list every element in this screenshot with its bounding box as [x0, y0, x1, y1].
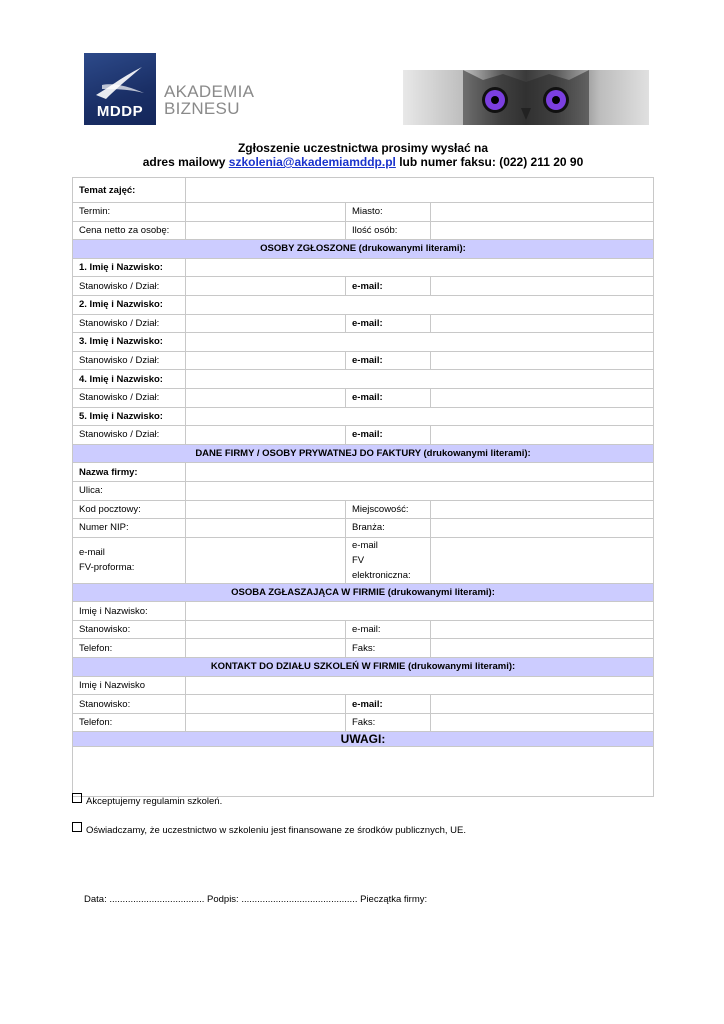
participant-3-position-field[interactable]	[186, 351, 346, 370]
contact-position-label: Stanowisko:	[73, 695, 186, 714]
count-label: Ilość osób:	[346, 221, 431, 240]
participant-2-email-field[interactable]	[431, 314, 654, 333]
price-label: Cena netto za osobę:	[73, 221, 186, 240]
participant-5-position-field[interactable]	[186, 426, 346, 445]
reporter-phone-label: Telefon:	[73, 639, 186, 658]
postal-field[interactable]	[186, 500, 346, 519]
participant-3-name-field[interactable]	[186, 333, 654, 352]
reporter-section-header: OSOBA ZGŁASZAJĄCA W FIRMIE (drukowanymi literami):	[73, 583, 654, 602]
registration-form	[72, 177, 654, 797]
electronic-label	[346, 537, 431, 583]
city-field[interactable]	[431, 203, 654, 222]
electronic-field[interactable]	[431, 537, 654, 583]
owl-banner-image	[403, 70, 649, 125]
participant-2-name-field[interactable]	[186, 295, 654, 314]
place-field[interactable]	[431, 500, 654, 519]
header-prefix: adres mailowy	[142, 155, 229, 169]
logo-line-2: BIZNESU	[164, 99, 240, 118]
proforma-text: FV-proforma:	[79, 562, 135, 574]
reporter-email-label: e-mail:	[346, 620, 431, 639]
reporter-email-field[interactable]	[431, 620, 654, 639]
rules-label: Akceptujemy regulamin szkoleń.	[86, 796, 223, 807]
street-label: Ulica:	[73, 481, 186, 500]
participant-1-email-label: e-mail:	[346, 277, 431, 296]
date-field[interactable]	[186, 203, 346, 222]
contact-name-label: Imię i Nazwisko	[73, 676, 186, 695]
participant-3-name-label: 3. Imię i Nazwisko:	[73, 333, 186, 352]
electronic-text: FV elektroniczna:	[352, 554, 411, 581]
participant-3-email-field[interactable]	[431, 351, 654, 370]
remarks-section-header: UWAGI:	[73, 732, 654, 747]
participant-2-position-label: Stanowisko / Dział:	[73, 314, 186, 333]
logo-line-1: AKADEMIA	[164, 82, 255, 101]
date-label: Termin:	[73, 203, 186, 222]
header-line-2	[72, 155, 654, 169]
reporter-name-label: Imię i Nazwisko:	[73, 602, 186, 621]
proforma-field[interactable]	[186, 537, 346, 583]
public-funds-checkbox[interactable]	[72, 822, 82, 832]
electronic-email-text: e-mail	[352, 539, 378, 551]
contact-name-field[interactable]	[186, 676, 654, 695]
participant-1-position-field[interactable]	[186, 277, 346, 296]
nip-label: Numer NIP:	[73, 519, 186, 538]
participants-section-header: OSOBY ZGŁOSZONE (drukowanymi literami):	[73, 240, 654, 259]
contact-fax-field[interactable]	[431, 713, 654, 732]
city-label: Miasto:	[346, 203, 431, 222]
participant-3-email-label: e-mail:	[346, 351, 431, 370]
topic-field[interactable]	[186, 178, 654, 203]
participant-1-name-label: 1. Imię i Nazwisko:	[73, 258, 186, 277]
email-link[interactable]: szkolenia@akademiamddp.pl	[228, 155, 396, 169]
proforma-label	[73, 537, 186, 583]
industry-field[interactable]	[431, 519, 654, 538]
reporter-name-field[interactable]	[186, 602, 654, 621]
contact-email-field[interactable]	[431, 695, 654, 714]
participant-4-email-label: e-mail:	[346, 388, 431, 407]
participant-5-position-label: Stanowisko / Dział:	[73, 426, 186, 445]
mddp-logo	[84, 53, 156, 125]
contact-phone-field[interactable]	[186, 713, 346, 732]
participant-2-email-label: e-mail:	[346, 314, 431, 333]
reporter-phone-field[interactable]	[186, 639, 346, 658]
company-field[interactable]	[186, 463, 654, 482]
participant-5-name-field[interactable]	[186, 407, 654, 426]
contact-phone-label: Telefon:	[73, 713, 186, 732]
proforma-email-text: e-mail	[79, 547, 105, 559]
participant-1-email-field[interactable]	[431, 277, 654, 296]
logo-wordmark	[164, 83, 254, 117]
price-field[interactable]	[186, 221, 346, 240]
training-contact-section-header: KONTAKT DO DZIAŁU SZKOLEŃ W FIRMIE (drukowanymi literami):	[73, 658, 654, 677]
reporter-fax-field[interactable]	[431, 639, 654, 658]
participant-2-position-field[interactable]	[186, 314, 346, 333]
nip-field[interactable]	[186, 519, 346, 538]
participant-1-name-field[interactable]	[186, 258, 654, 277]
street-field[interactable]	[186, 481, 654, 500]
contact-position-field[interactable]	[186, 695, 346, 714]
count-field[interactable]	[431, 221, 654, 240]
signature-line: Data: .................................... Podpis: ............................................ Pieczątka firmy:	[84, 894, 428, 905]
reporter-fax-label: Faks:	[346, 639, 431, 658]
invoice-section-header: DANE FIRMY / OSOBY PRYWATNEJ DO FAKTURY (drukowanymi literami):	[73, 444, 654, 463]
contact-email-label: e-mail:	[346, 695, 431, 714]
public-funds-checkbox-row	[72, 825, 466, 836]
topic-label: Temat zajęć:	[73, 178, 186, 203]
place-label: Miejscowość:	[346, 500, 431, 519]
industry-label: Branża:	[346, 519, 431, 538]
header-line-1: Zgłoszenie uczestnictwa prosimy wysłać na	[237, 141, 489, 155]
remarks-field[interactable]	[73, 747, 654, 797]
public-funds-label: Oświadczamy, że uczestnictwo w szkoleniu jest finansowane ze środków publicznych, UE.	[86, 825, 466, 836]
participant-4-name-label: 4. Imię i Nazwisko:	[73, 370, 186, 389]
participant-1-position-label: Stanowisko / Dział:	[73, 277, 186, 296]
contact-fax-label: Faks:	[346, 713, 431, 732]
rules-checkbox-row	[72, 796, 222, 807]
logo-badge-text: MDDP	[96, 103, 144, 120]
rules-checkbox[interactable]	[72, 793, 82, 803]
participant-5-name-label: 5. Imię i Nazwisko:	[73, 407, 186, 426]
swoosh-icon	[92, 65, 148, 101]
participant-3-position-label: Stanowisko / Dział:	[73, 351, 186, 370]
header-suffix: lub numer faksu: (022) 211 20 90	[395, 155, 584, 169]
participant-4-email-field[interactable]	[431, 388, 654, 407]
company-label: Nazwa firmy:	[73, 463, 186, 482]
participant-5-email-field[interactable]	[431, 426, 654, 445]
participant-2-name-label: 2. Imię i Nazwisko:	[73, 295, 186, 314]
participant-4-name-field[interactable]	[186, 370, 654, 389]
participant-4-position-field[interactable]	[186, 388, 346, 407]
postal-label: Kod pocztowy:	[73, 500, 186, 519]
reporter-position-label: Stanowisko:	[73, 620, 186, 639]
reporter-position-field[interactable]	[186, 620, 346, 639]
participant-5-email-label: e-mail:	[346, 426, 431, 445]
participant-4-position-label: Stanowisko / Dział:	[73, 388, 186, 407]
